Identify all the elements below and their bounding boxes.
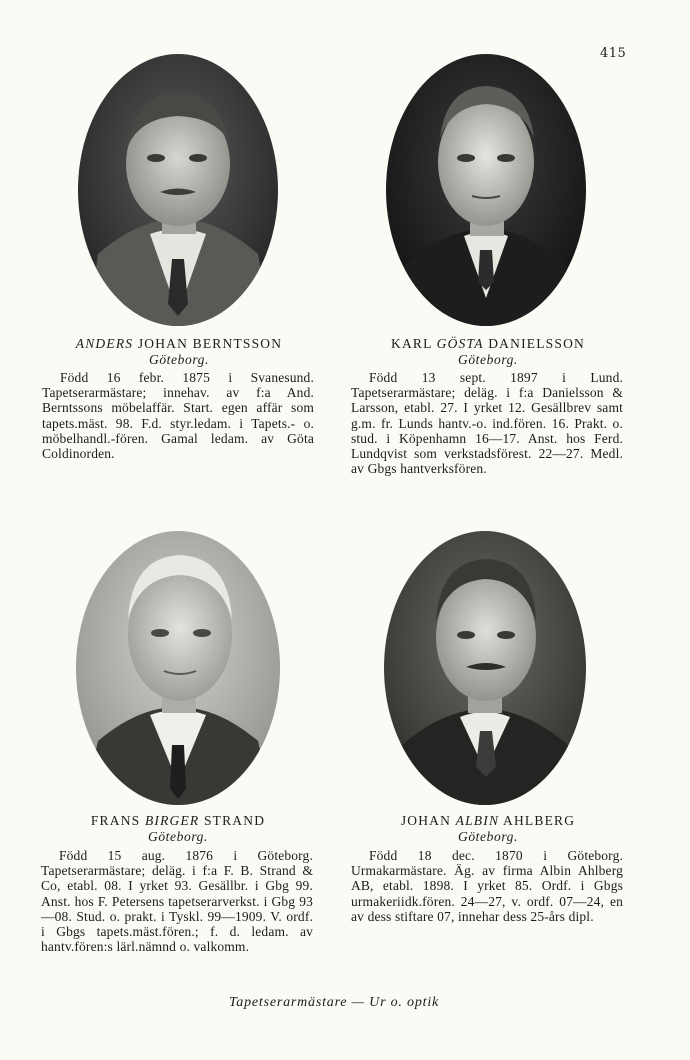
name-rest: JOHAN BERNTSSON — [137, 336, 283, 351]
name-first: ANDERS — [75, 336, 134, 351]
bio-frans: Född 15 aug. 1876 i Göteborg. Tapetserarmästare; deläg. i f:a F. B. Strand & Co, etabl. 08. I yrket 93. Gesällbr. i Gbg 99. Anst. hos F. Petersens tapetserarverkst. i Gbg 93—08. Stud. o. prakt. i Tyskl. 99—1909. V. ordf. i Gbgs tapets.mäst.fören.; f. d. ledam. av hantv.fören:s lärl.nämnd o. valkomm. — [41, 848, 313, 955]
bio-karl: Född 13 sept. 1897 i Lund. Tapetserarmästare; deläg. i f:a Danielsson & Larsson, etabl. 27. I yrket 12. Gesällbrev samt g.m. fr. Lunds hantv.-o. ind.fören. 16. Prakt. o. stud. i Köpenhamn 16—17. Anst. hos Ferd. Lundqvist som verkstadsförest. 22—27. Medl. av Gbgs hantverksfören. — [351, 370, 623, 477]
bio-johan: Född 18 dec. 1870 i Göteborg. Urmakarmästare. Äg. av firma Albin Ahlberg AB, etabl. 1898. I yrket 85. Ordf. i Gbgs urmakeriidk.fören. 24—27, v. ordf. 07—24, en av dess stiftare 07, innehar dess 25-års dipl. — [351, 848, 623, 924]
name-called: GÖSTA — [436, 336, 484, 351]
bio-anders: Född 16 febr. 1875 i Svanesund. Tapetserarmästare; innehav. av f:a And. Berntssons möbelaffär. Start. egen affär som tapets.mäst. 98. F.d. styr.ledam. i Tapets.- o. möbelhandl.-fören. Gamal ledam. av Göta Coldinorden. — [42, 370, 314, 462]
page-footer: Tapetserarmästare — Ur o. optik — [228, 995, 440, 1010]
portrait-anders-johan-berntsson — [78, 54, 278, 326]
name-called: ALBIN — [455, 813, 500, 828]
city-frans: Göteborg. — [147, 829, 209, 844]
name-pre: KARL — [391, 336, 433, 351]
city-karl: Göteborg. — [457, 352, 519, 367]
portrait-photo — [78, 54, 278, 326]
name-johan-albin-ahlberg — [343, 813, 633, 829]
portrait-karl-gosta-danielsson — [386, 54, 586, 326]
name-karl-gosta-danielsson — [343, 336, 633, 352]
name-frans-birger-strand — [33, 813, 323, 829]
portrait-photo — [384, 531, 586, 805]
name-last: AHLBERG — [503, 813, 576, 828]
name-last: DANIELSSON — [488, 336, 585, 351]
portrait-johan-albin-ahlberg — [384, 531, 586, 805]
portrait-photo — [76, 531, 280, 805]
portrait-photo — [386, 54, 586, 326]
name-pre: FRANS — [90, 813, 141, 828]
city-johan: Göteborg. — [457, 829, 519, 844]
name-last: STRAND — [203, 813, 266, 828]
name-anders-johan-berntsson — [34, 336, 324, 352]
name-pre: JOHAN — [400, 813, 452, 828]
portrait-frans-birger-strand — [76, 531, 280, 805]
city-anders: Göteborg. — [148, 352, 210, 367]
page-number: 415 — [600, 46, 627, 61]
name-called: BIRGER — [144, 813, 200, 828]
